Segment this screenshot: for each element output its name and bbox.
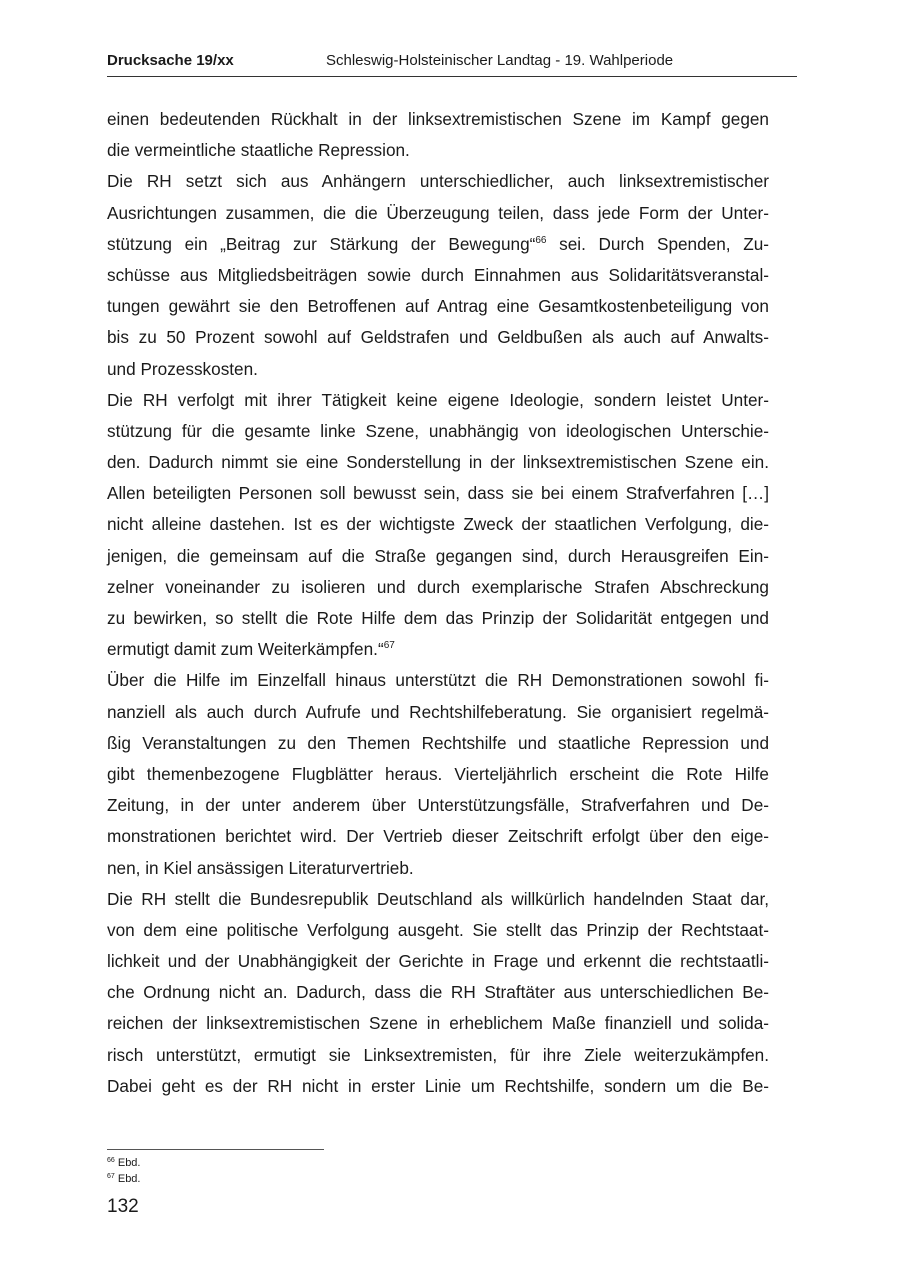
text-line: Die RH setzt sich aus Anhängern unterschiedlicher, auch linksextremistischer: [107, 171, 769, 192]
footnote-reference[interactable]: 67: [383, 640, 395, 652]
text-line: nanziell als auch durch Aufrufe und Rechtshilfeberatung. Sie organisiert regelmä-: [107, 701, 769, 722]
text-line: zu bewirken, so stellt die Rote Hilfe dem das Prinzip der Solidarität entgegen und: [107, 608, 769, 628]
text-line: Allen beteiligten Personen soll bewusst sein, dass sie bei einem Strafverfahren […]: [107, 483, 769, 504]
text-line: den. Dadurch nimmt sie eine Sonderstellung in der linksextremistischen Szene ein.: [107, 452, 769, 473]
footnote-text: Ebd.: [114, 1173, 141, 1185]
footnote-text: Ebd.: [114, 1157, 141, 1169]
text-line: Über die Hilfe im Einzelfall hinaus unterstützt die RH Demonstrationen sowohl fi-: [107, 670, 769, 691]
text-line: Dabei geht es der RH nicht in erster Linie um Rechtshilfe, sondern um die Be-: [107, 1075, 769, 1096]
footnote-number: 67: [107, 1173, 115, 1180]
text-line: Die RH stellt die Bundesrepublik Deutschland als willkürlich handelnden Staat dar,: [107, 888, 769, 909]
page-number: 132: [107, 1196, 139, 1217]
body-text: [107, 104, 769, 1102]
text-line: von dem eine politische Verfolgung ausgeht. Sie stellt das Prinzip der Rechtstaat-: [107, 919, 769, 940]
text-line: bis zu 50 Prozent sowohl auf Geldstrafen und Geldbußen als auch auf Anwalts-: [107, 327, 769, 348]
text-line: schüsse aus Mitgliedsbeiträgen sowie durch Einnahmen aus Solidaritätsveranstal-: [107, 264, 769, 285]
text-line: ßig Veranstaltungen zu den Themen Rechtshilfe und staatliche Repression und: [107, 732, 769, 753]
footnote-reference[interactable]: 66: [535, 234, 547, 246]
footnote-divider: [107, 1149, 324, 1150]
text-line: stützung für die gesamte linke Szene, unabhängig von ideologischen Unterschie-: [107, 420, 769, 441]
text-line: nen, in Kiel ansässigen Literaturvertrieb.: [107, 857, 414, 878]
text-line: che Ordnung nicht an. Dadurch, dass die RH Straftäter aus unterschiedlichen Be-: [107, 982, 769, 1003]
text-line: risch unterstützt, ermutigt sie Linksextremisten, für ihre Ziele weiterzukämpfen.: [107, 1044, 769, 1065]
text-line: jenigen, die gemeinsam auf die Straße gegangen sind, durch Herausgreifen Ein-: [107, 545, 769, 566]
text-line: zelner voneinander zu isolieren und durch exemplarische Strafen Abschreckung: [107, 576, 769, 597]
text-segment: ermutigt damit zum Weiterkämpfen.“: [107, 639, 384, 660]
text-line: tungen gewährt sie den Betroffenen auf Antrag eine Gesamtkostenbeteiligung von: [107, 296, 769, 317]
footnotes: [107, 1156, 140, 1188]
text-line: [107, 229, 769, 260]
text-line: Ausrichtungen zusammen, die die Überzeugung teilen, dass jede Form der Unter-: [107, 202, 769, 223]
text-line: einen bedeutenden Rückhalt in der linksextremistischen Szene im Kampf gegen: [107, 109, 769, 129]
footnote-number: 66: [107, 1157, 115, 1164]
text-line: und Prozesskosten.: [107, 358, 258, 379]
text-line: [107, 634, 769, 665]
text-line: die vermeintliche staatliche Repression.: [107, 140, 410, 161]
footnote-66: [107, 1156, 140, 1172]
text-line: reichen der linksextremistischen Szene in erheblichem Maße finanziell und solida-: [107, 1013, 769, 1034]
text-line: monstrationen berichtet wird. Der Vertrieb dieser Zeitschrift erfolgt über den eige-: [107, 826, 769, 847]
header-title: Schleswig-Holsteinischer Landtag - 19. Wahlperiode: [326, 52, 674, 69]
text-line: nicht alleine dastehen. Ist es der wichtigste Zweck der staatlichen Verfolgung, die-: [107, 514, 769, 535]
text-segment: sei. Durch Spenden, Zu-: [546, 233, 769, 254]
text-segment: stützung ein „Beitrag zur Stärkung der Bewegung“: [107, 233, 536, 254]
text-line: Zeitung, in der unter anderem über Unterstützungsfälle, Strafverfahren und De-: [107, 795, 769, 816]
document-id: Drucksache 19/xx: [107, 52, 234, 69]
text-line: Die RH verfolgt mit ihrer Tätigkeit keine eigene Ideologie, sondern leistet Unter-: [107, 389, 769, 410]
text-line: gibt themenbezogene Flugblätter heraus. Vierteljährlich erscheint die Rote Hilfe: [107, 763, 769, 784]
page-header: [107, 52, 797, 74]
footnote-67: [107, 1172, 140, 1188]
header-divider: [107, 76, 797, 77]
text-line: lichkeit und der Unabhängigkeit der Gerichte in Frage und erkennt die rechtstaatli-: [107, 951, 769, 972]
